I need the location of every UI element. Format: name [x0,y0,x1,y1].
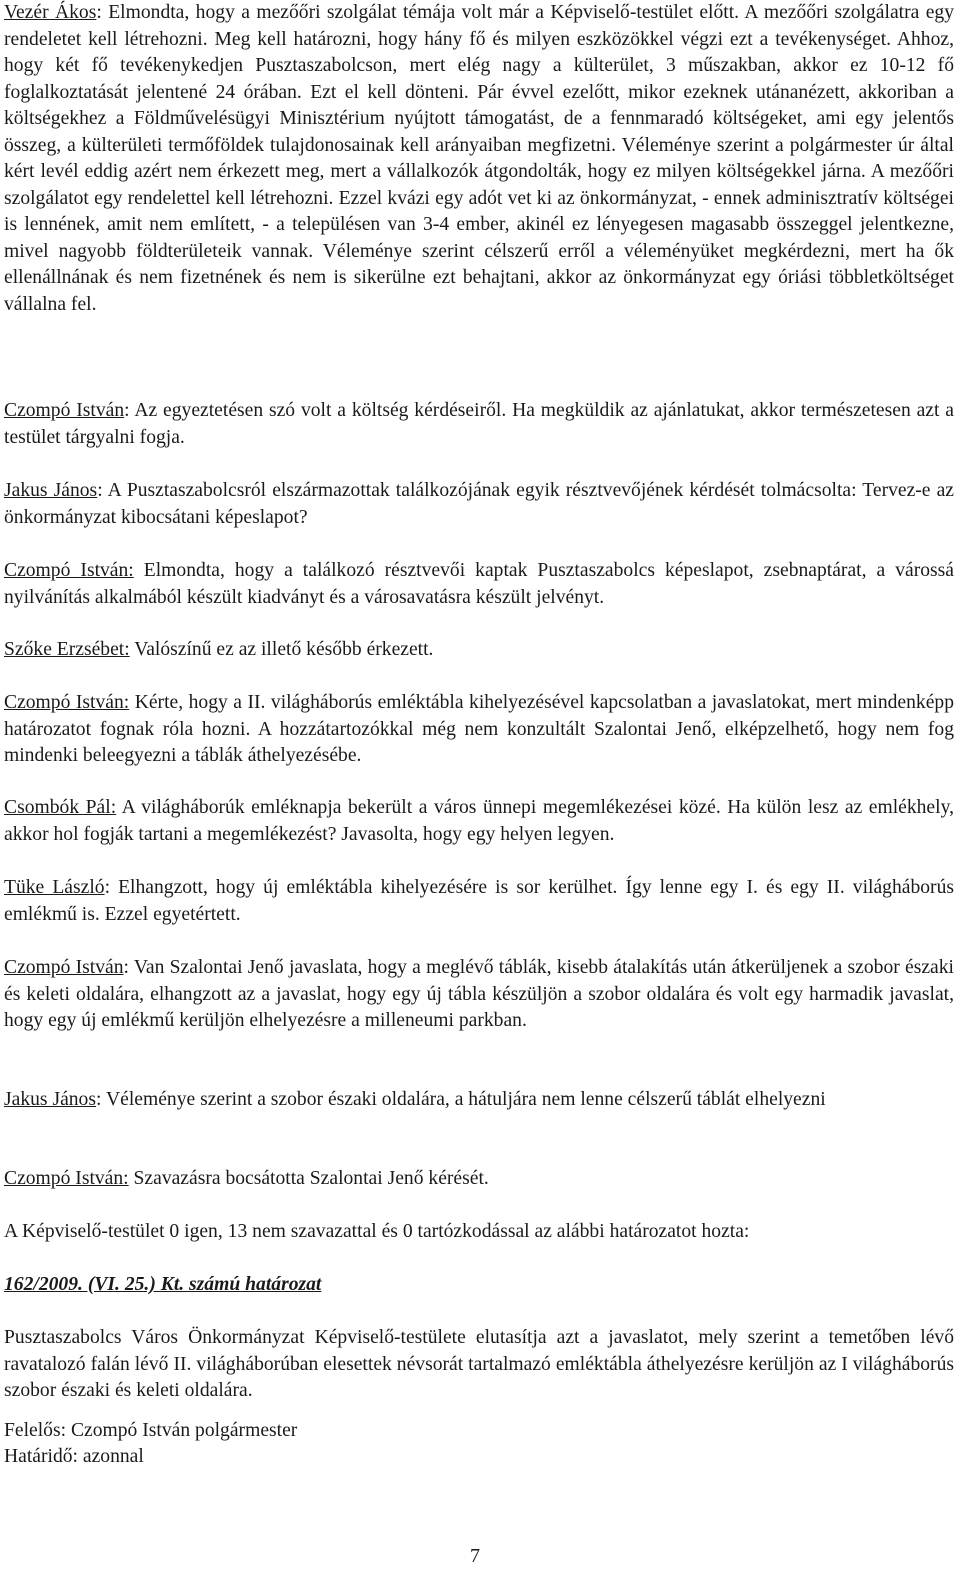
paragraph-10 [4,1087,954,1114]
paragraph-text: : Van Szalontai Jenő javaslata, hogy a meglévő táblák, kisebb átalakítás után átkerüljenek a szobor északi és keleti oldalára, elhangzott az a javaslat, hogy egy új tábla készüljön a szobor oldalára és volt egy harmadik javaslat, hogy egy új emlékmű kerüljön elhelyezésre a milleneumi parkban. [4,957,954,1031]
speaker-name: Szőke Erzsébet: [4,639,130,660]
paragraph-7 [4,795,954,848]
speaker-name: Vezér Ákos [4,2,97,23]
vote-result: A Képviselő-testület 0 igen, 13 nem szavazattal és 0 tartózkodással az alábbi határozatot hozta: [4,1221,750,1242]
speaker-name: Czompó István: [4,692,130,713]
speaker-name: Jakus János [4,480,98,501]
paragraph-2 [4,398,954,451]
paragraph-1 [4,0,954,318]
speaker-name: Czompó István: [4,1168,129,1189]
paragraph-11 [4,1166,954,1193]
resolution-title: 162/2009. (VI. 25.) Kt. számú határozat [4,1274,322,1295]
paragraph-4 [4,558,954,611]
paragraph-text: Szavazásra bocsátotta Szalontai Jenő kérését. [128,1168,489,1189]
paragraph-9 [4,955,954,1035]
paragraph-text: Valószínű ez az illető később érkezett. [129,639,434,660]
resolution-text: Pusztaszabolcs Város Önkormányzat Képviselő-testülete elutasítja azt a javaslatot, mely szerint a temetőben lévő ravatalozó falán lévő II. világháborúban elesettek névsorát tartalmazó emléktábla áthelyezésre kerüljön az I világháborús szobor északi és keleti oldalára. [4,1327,954,1401]
page-number: 7 [470,1545,480,1567]
deadline-line: Határidő: azonnal [4,1446,144,1467]
paragraph-text: Kérte, hogy a II. világháborús emléktábla kihelyezésével kapcsolatban a javaslatokat, mert mindenképp határozatot fognak róla hozni. A hozzátartozókkal még nem konzultált Szalontai Jenő, elképzelhető, hogy nem fog mindenki beleegyezni a táblák áthelyezésébe. [4,692,955,766]
paragraph-3 [4,478,954,531]
speaker-name: Czompó István [4,400,125,421]
paragraph-6 [4,690,954,770]
paragraph-text: Elmondta, hogy a találkozó résztvevői kaptak Pusztaszabolcs képeslapot, zsebnaptárat, a várossá nyilvánítás alkalmából készült kiadványt és a városavatásra készült jelvényt. [4,560,954,608]
paragraph-text: : Az egyeztetésen szó volt a költség kérdéseiről. Ha megküldik az ajánlatukat, akkor természetesen azt a testület tárgyalni fogja. [4,400,954,448]
speaker-name: Czompó István: [4,560,134,581]
paragraph-text: : A Pusztaszabolcsról elszármazottak találkozójának egyik résztvevőjének kérdését tolmácsolta: Tervez-e az önkormányzat kibocsátani képeslapot? [4,480,954,528]
speaker-name: Tüke László [4,877,105,898]
paragraph-text: : Elmondta, hogy a mezőőri szolgálat témája volt már a Képviselő-testület előtt. A mezőőri szolgálatra egy rendeletet kell létrehozni. Meg kell határozni, hogy hány fő és milyen eszközökkel végzi ezt a tevékenységet. Ahhoz, hogy két fő tevékenykedjen Pusztaszabolcson, mert elég nagy a külterület, 3 műszakban, akkor ez 10-12 fő foglalkoztatását jelentené 24 órában. Ezt el kell dönteni. Pár évvel ezelőtt, mikor ezeknek utánanézett, akkoriban a költségekhez a Földművelésügyi Minisztérium nyújtott támogatást, de a fennmaradó költségeket, ami egy jelentős összeg, a külterületi termőföldek tulajdonosainak kell arányaiban megfizetni. Véleménye szerint a polgármester úr által kért levél eddig azért nem érkezett meg, mert a vállalkozók átgondolták, hogy ez milyen költségekkel járna. A mezőőri szolgálatot egy rendelettel kell létrehozni. Ezzel kvázi egy adót vet ki az önkormányzat, - ennek adminisztratív költségei is lennének, amit nem említett, - a településen van 3-4 ember, akinél ez lényegesen magasabb összeggel jelentkezne, mivel nagyobb földterületeik vannak. Véleménye szerint célszerű erről a véleményüket megkérdezni, mert ha ők ellenállnának és nem fizetnének és nem is sikerülne ezt behajtani, akkor az önkormányzat egy óriási többletköltséget vállalna fel. [4,2,954,315]
paragraph-5 [4,637,954,664]
responsible-line: Felelős: Czompó István polgármester [4,1420,298,1441]
speaker-name: Csombók Pál: [4,797,117,818]
speaker-name: Czompó István [4,957,124,978]
paragraph-8 [4,875,954,928]
speaker-name: Jakus János [4,1089,96,1110]
paragraph-text: : Elhangzott, hogy új emléktábla kihelyezésére is sor kerülhet. Így lenne egy I. és egy II. világháborús emlékmű is. Ezzel egyetértett. [4,877,955,925]
paragraph-text: : Véleménye szerint a szobor északi oldalára, a hátuljára nem lenne célszerű táblát elhelyezni [95,1089,826,1110]
paragraph-text: A világháborúk emléknapja bekerült a város ünnepi megemlékezései közé. Ha külön lesz az emlékhely, akkor hol fogják tartani a megemlékezést? Javasolta, hogy egy helyen legyen. [4,797,954,845]
